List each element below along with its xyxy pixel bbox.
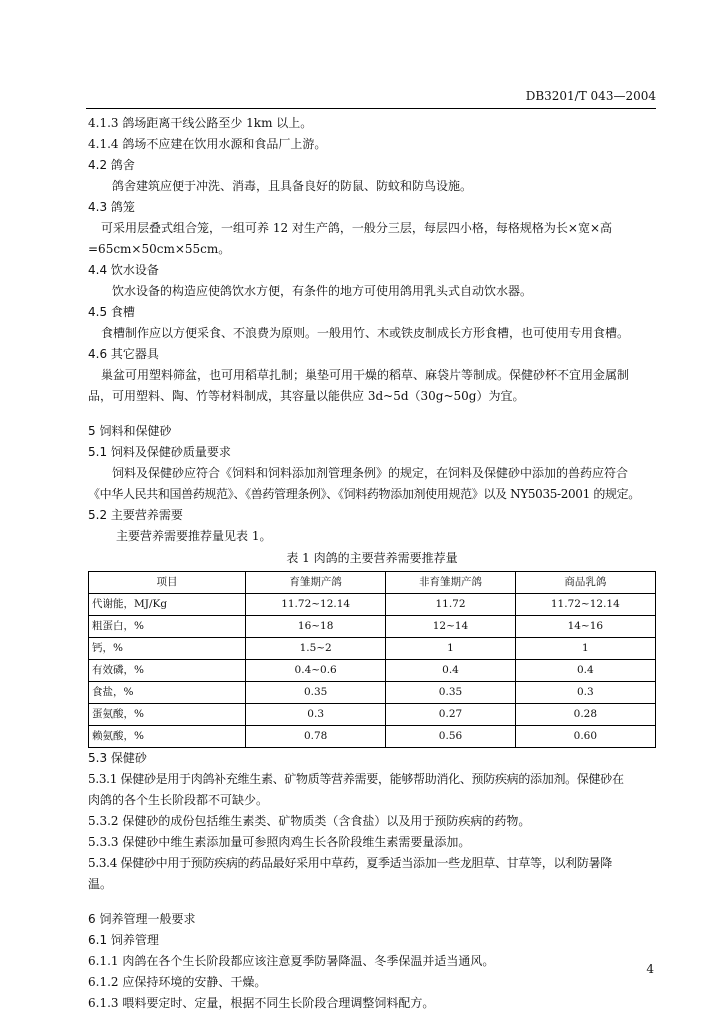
col-header-non-brooding: 非育雏期产鸽 <box>386 572 515 594</box>
heading-4-6: 4.6 其它器具 <box>88 347 159 361</box>
heading-4-5: 4.5 食槽 <box>88 305 135 319</box>
table-cell: 0.4 <box>386 660 515 682</box>
table-cell: 11.72~12.14 <box>515 594 655 616</box>
row-label: 粗蛋白，% <box>89 616 246 638</box>
heading-5-1: 5.1 饲料及保健砂质量要求 <box>88 445 231 459</box>
table-row <box>89 682 656 704</box>
clause-5-3-4-line1: 5.3.4 保健砂中用于预防疾病的药品最好采用中草药，夏季适当添加一些龙胆草、甘草等，以利防暑降 <box>88 856 612 870</box>
row-label: 赖氨酸，% <box>89 726 246 748</box>
table-cell: 0.35 <box>386 682 515 704</box>
page-number: 4 <box>646 962 654 976</box>
clause-5-3-1-line2: 肉鸽的各个生长阶段都不可缺少。 <box>88 793 269 807</box>
row-label: 有效磷，% <box>89 660 246 682</box>
clause-5-3-3: 5.3.3 保健砂中维生素添加量可参照肉鸡生长各阶段维生素需要量添加。 <box>88 835 471 849</box>
heading-5: 5 饲料和保健砂 <box>88 424 172 438</box>
heading-5-2: 5.2 主要营养需要 <box>88 508 183 522</box>
col-header-brooding: 育雏期产鸽 <box>246 572 386 594</box>
spacer <box>88 407 656 421</box>
table-cell: 12~14 <box>386 616 515 638</box>
table-cell: 1 <box>386 638 515 660</box>
row-label: 食盐，% <box>89 682 246 704</box>
col-header-squab: 商品乳鸽 <box>515 572 655 594</box>
table-cell: 0.60 <box>515 726 655 748</box>
table-row <box>89 726 656 748</box>
spacer <box>88 895 656 909</box>
text-5-2: 主要营养需要推荐量见表 1。 <box>116 529 272 543</box>
table-cell: 1.5~2 <box>246 638 386 660</box>
table-cell: 0.27 <box>386 704 515 726</box>
table-cell: 0.4 <box>515 660 655 682</box>
table-cell: 0.28 <box>515 704 655 726</box>
clause-6-1-2: 6.1.2 应保持环境的安静、干燥。 <box>88 975 267 989</box>
table-header-row <box>89 572 656 594</box>
clause-6-1-1: 6.1.1 肉鸽在各个生长阶段都应该注意夏季防暑降温、冬季保温并适当通风。 <box>88 954 495 968</box>
table-cell: 0.56 <box>386 726 515 748</box>
text-4-6-line1: 巢盆可用塑料筛盆，也可用稻草扎制；巢垫可用干燥的稻草、麻袋片等制成。保健砂杯不宜用金属制 <box>101 368 630 382</box>
text-5-1-line2: 《中华人民共和国兽药规范》、《兽药管理条例》、《饲料药物添加剂使用规范》以及 NY5035-2001 的规定。 <box>88 487 640 501</box>
heading-6: 6 饲养管理一般要求 <box>88 912 196 926</box>
table-cell: 11.72~12.14 <box>246 594 386 616</box>
table-cell: 0.4~0.6 <box>246 660 386 682</box>
table-row <box>89 704 656 726</box>
text-5-1-line1: 饲料及保健砂应符合《饲料和饲料添加剂管理条例》的规定，在饲料及保健砂中添加的兽药应符合 <box>112 466 629 480</box>
table-cell: 0.3 <box>246 704 386 726</box>
table-caption: 表 1 肉鸽的主要营养需要推荐量 <box>286 551 458 565</box>
document-body <box>88 113 656 1014</box>
row-label: 钙，% <box>89 638 246 660</box>
text-4-5: 食槽制作应以方便采食、不浪费为原则。一般用竹、木或铁皮制成长方形食槽，也可使用专用食槽。 <box>101 326 630 340</box>
nutrition-table <box>88 571 656 748</box>
heading-4-3: 4.3 鸽笼 <box>88 200 135 214</box>
table-cell: 11.72 <box>386 594 515 616</box>
text-4-3-line1: 可采用层叠式组合笼，一组可养 12 对生产鸽，一般分三层，每层四小格，每格规格为长×宽×高 <box>101 221 613 235</box>
clause-6-1-3: 6.1.3 喂料要定时、定量，根据不同生长阶段合理调整饲料配方。 <box>88 996 435 1010</box>
col-header-item: 项目 <box>89 572 246 594</box>
clause-5-3-4-line2: 温。 <box>88 877 113 891</box>
text-4-2: 鸽舍建筑应便于冲洗、消毒，且具备良好的防鼠、防蚊和防鸟设施。 <box>112 179 473 193</box>
table-row <box>89 660 656 682</box>
table-cell: 0.35 <box>246 682 386 704</box>
table-cell: 14~16 <box>515 616 655 638</box>
table-row <box>89 638 656 660</box>
heading-5-3: 5.3 保健砂 <box>88 751 147 765</box>
header-rule <box>86 108 656 109</box>
clause-4-1-3: 4.1.3 鸽场距离干线公路至少 1km 以上。 <box>88 116 313 130</box>
table-cell: 0.78 <box>246 726 386 748</box>
heading-4-2: 4.2 鸽舍 <box>88 158 135 172</box>
standard-code: DB3201/T 043—2004 <box>525 89 656 103</box>
text-4-3-line2: =65cm×50cm×55cm。 <box>88 242 231 256</box>
heading-6-1: 6.1 饲养管理 <box>88 933 159 947</box>
row-label: 代谢能，MJ/Kg <box>89 594 246 616</box>
row-label: 蛋氨酸，% <box>89 704 246 726</box>
clause-5-3-1-line1: 5.3.1 保健砂是用于肉鸽补充维生素、矿物质等营养需要，能够帮助消化、预防疾病的添加剂。保健砂在 <box>88 772 624 786</box>
table-cell: 1 <box>515 638 655 660</box>
table-cell: 16~18 <box>246 616 386 638</box>
text-4-4: 饮水设备的构造应使鸽饮水方便，有条件的地方可使用鸽用乳头式自动饮水器。 <box>112 284 533 298</box>
clause-5-3-2: 5.3.2 保健砂的成份包括维生素类、矿物质类（含食盐）以及用于预防疾病的药物。 <box>88 814 531 828</box>
table-row <box>89 594 656 616</box>
table-row <box>89 616 656 638</box>
table-cell: 0.3 <box>515 682 655 704</box>
clause-4-1-4: 4.1.4 鸽场不应建在饮用水源和食品厂上游。 <box>88 137 327 151</box>
heading-4-4: 4.4 饮水设备 <box>88 263 159 277</box>
text-4-6-line2: 品，可用塑料、陶、竹等材料制成，其容量以能供应 3d~5d（30g~50g）为宜。 <box>88 389 525 403</box>
